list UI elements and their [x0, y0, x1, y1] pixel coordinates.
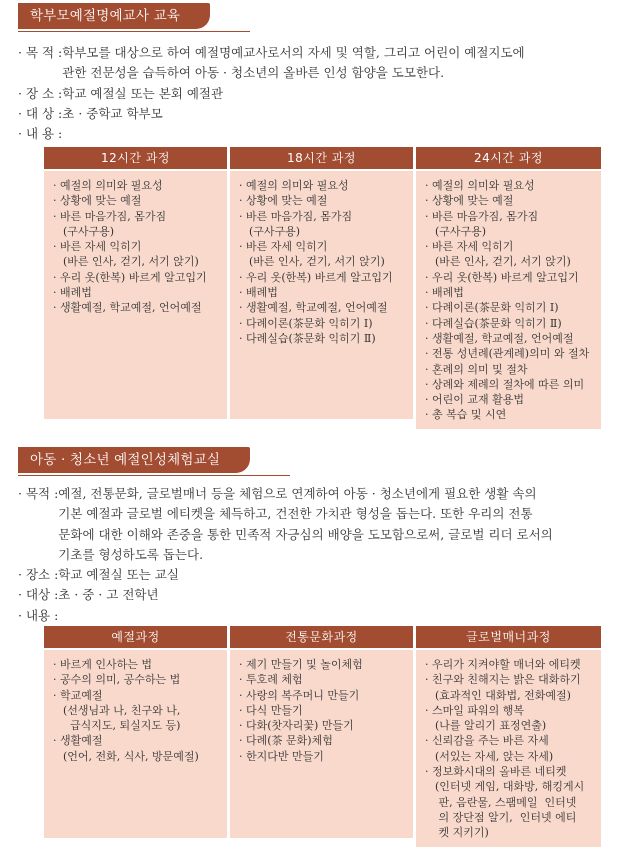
- course-column: [44, 147, 227, 419]
- list-item: [239, 316, 407, 331]
- info-value-line: [62, 124, 614, 144]
- course-column: [230, 147, 413, 419]
- info-value: [62, 124, 614, 144]
- course-column-body: [416, 650, 601, 847]
- list-item: [239, 749, 407, 764]
- info-label: · 대 상 :: [18, 105, 63, 121]
- list-item: [425, 193, 595, 208]
- list-item: [425, 285, 595, 300]
- list-item-text: · 배례법: [239, 286, 278, 300]
- info-value: [58, 565, 614, 585]
- list-item-text: · 배례법: [425, 286, 464, 300]
- list-item-subtext: 켓 지키기): [435, 826, 489, 840]
- list-item: [53, 239, 221, 270]
- list-item: [53, 178, 221, 193]
- list-item-subtext: (효과적인 대화법, 전화예절): [435, 688, 571, 702]
- info-value-line: [58, 606, 614, 626]
- info-row: [18, 585, 614, 605]
- list-item: [425, 733, 595, 764]
- list-item-text: · 투호례 체험: [239, 673, 303, 687]
- list-item: [425, 764, 595, 840]
- info-value: [58, 484, 614, 565]
- list-item-text: · 상황에 맞는 예절: [425, 194, 514, 208]
- course-column-body: [230, 171, 413, 419]
- list-item-text: · 다식 만들기: [239, 703, 303, 717]
- list-item: [239, 178, 407, 193]
- course-column-header: 글로벌매너과정: [416, 626, 601, 648]
- info-value-line: 학부모를 대상으로 하여 예절명예교사로서의 자세 및 역할, 그리고 어린이 예절지도에: [62, 45, 525, 60]
- list-item: [239, 331, 407, 346]
- list-item: [53, 300, 221, 315]
- info-value-line: 학교 예절실 또는 본회 예절관: [62, 85, 224, 101]
- list-item: [425, 392, 595, 407]
- section-title-banner: 학부모예절명예교사 교육: [18, 3, 210, 29]
- list-item-text: · 배례법: [53, 286, 92, 300]
- list-item: [425, 407, 595, 422]
- list-item-text: · 공수의 의미, 공수하는 법: [53, 673, 181, 687]
- course-column-body: [416, 171, 601, 429]
- list-item-text: · 상황에 맞는 예절: [239, 194, 328, 208]
- info-value-line: 초 · 중학교 학부모: [62, 105, 163, 121]
- course-column-header: 12시간 과정: [44, 147, 227, 169]
- list-item: [425, 270, 595, 285]
- list-item: [239, 209, 407, 240]
- list-item-text: · 바른 마음가짐, 몸가짐: [425, 209, 539, 223]
- course-column-body: [44, 171, 227, 419]
- info-row: [18, 565, 614, 585]
- list-item-text: · 총 복습 및 시연: [425, 408, 507, 422]
- info-value: [62, 84, 614, 104]
- list-item: [239, 718, 407, 733]
- info-row: [18, 104, 614, 124]
- list-item: [425, 316, 595, 331]
- list-item-text: · 바른 자세 익히기: [425, 240, 514, 254]
- list-item-text: · 신뢰감을 주는 바른 자세: [425, 734, 549, 748]
- list-item-text: · 스마일 파워의 행복: [425, 703, 524, 717]
- list-item-text: · 어린이 교재 활용법: [425, 393, 524, 407]
- list-item: [53, 209, 221, 240]
- list-item-subtext: 급식지도, 퇴실지도 등): [63, 719, 181, 733]
- list-item-subtext: (구사구용): [249, 224, 301, 238]
- info-value-line: 문화에 대한 이해와 존중을 통한 민족적 자긍심의 배양을 도모함으로써, 글로벌 리더 로서의: [58, 526, 553, 542]
- course-column-header: 24시간 과정: [416, 147, 601, 169]
- list-item-subtext: (언어, 전화, 식사, 방문예절): [63, 749, 199, 763]
- info-row: [18, 484, 614, 565]
- list-item-text: · 다례이론(茶문화 익히기 Ⅰ): [239, 316, 373, 330]
- list-item-text: · 친구와 친해지는 밝은 대화하기: [425, 673, 581, 687]
- list-item: [425, 672, 595, 703]
- list-item-text: · 예절의 의미와 필요성: [53, 179, 163, 192]
- course-column-header: 전통문화과정: [230, 626, 413, 648]
- list-item-subtext: (인터넷 게임, 대화방, 해킹게시: [435, 780, 585, 794]
- list-item-text: · 다례이론(茶문화 익히기 Ⅰ): [425, 301, 559, 315]
- list-item: [425, 331, 595, 346]
- list-item: [425, 178, 595, 193]
- list-item: [239, 285, 407, 300]
- info-row: [18, 124, 614, 144]
- list-item-text: · 생활예절: [53, 734, 103, 748]
- list-item-text: · 다례실습(茶문화 익히기 Ⅱ): [425, 316, 562, 330]
- info-value-line: 학교 예절실 또는 교실: [58, 567, 179, 583]
- list-item-text: · 다례(茶 문화)체험: [239, 734, 333, 748]
- list-item-text: · 정보화시대의 올바른 네티켓: [425, 765, 567, 779]
- list-item: [239, 300, 407, 315]
- list-item: [425, 377, 595, 392]
- list-item-text: · 바른 자세 익히기: [239, 240, 328, 254]
- course-column-body: [44, 650, 227, 838]
- list-item-text: · 우리가 지켜야할 매너와 에티켓: [425, 658, 581, 671]
- info-row: [18, 606, 614, 626]
- info-value: [58, 606, 614, 626]
- list-item-text: · 바른 자세 익히기: [53, 240, 142, 254]
- list-item-text: · 상황에 맞는 예절: [53, 194, 142, 208]
- list-item: [239, 193, 407, 208]
- list-item-subtext: (구사구용): [435, 224, 487, 238]
- list-item-text: · 바르게 인사하는 법: [53, 658, 152, 671]
- list-item: [239, 688, 407, 703]
- info-value-line: 초 · 중 · 고 전학년: [58, 587, 159, 603]
- info-value-line: 예절, 전통문화, 글로벌매너 등을 체험으로 연계하여 아동 · 청소년에게 필요한 생활 속의: [58, 486, 537, 501]
- section-info: [18, 484, 614, 626]
- list-item-subtext: (서있는 자세, 앉는 자세): [435, 749, 554, 763]
- course-column: [230, 626, 413, 838]
- list-item-text: · 다례실습(茶문화 익히기 Ⅱ): [239, 331, 376, 345]
- list-item-text: · 우리 옷(한복) 바르게 알고입기: [425, 270, 579, 284]
- info-value-line: 관한 전문성을 습득하여 아동 · 청소년의 올바른 인성 함양을 도모한다.: [62, 65, 445, 81]
- list-item: [239, 657, 407, 672]
- list-item: [239, 703, 407, 718]
- course-column: [44, 626, 227, 838]
- list-item: [239, 672, 407, 687]
- list-item-subtext: (선생님과 나, 친구와 나,: [63, 703, 181, 717]
- list-item-subtext: (구사구용): [63, 224, 115, 238]
- info-row: [18, 43, 614, 84]
- list-item-text: · 우리 옷(한복) 바르게 알고입기: [239, 270, 393, 284]
- list-item: [425, 239, 595, 270]
- list-item-text: · 생활예절, 학교예절, 언어예절: [239, 301, 388, 315]
- info-label: · 장소 :: [18, 567, 59, 583]
- list-item-text: · 전통 성년례(관계례)의미 와 절차: [425, 347, 590, 361]
- list-item: [53, 733, 221, 764]
- list-item: [425, 209, 595, 240]
- list-item-text: · 사랑의 복주머니 만들기: [239, 688, 360, 702]
- list-item-text: · 예절의 의미와 필요성: [239, 179, 349, 192]
- list-item-text: · 예절의 의미와 필요성: [425, 179, 535, 192]
- course-column-body: [230, 650, 413, 838]
- list-item-text: · 학교예절: [53, 688, 103, 702]
- list-item: [239, 270, 407, 285]
- list-item: [53, 688, 221, 734]
- info-label: · 내용 :: [18, 607, 59, 623]
- list-item-text: · 제기 만들기 및 놀이체험: [239, 658, 363, 671]
- list-item-subtext: (나를 알리기 표정연출): [435, 719, 547, 733]
- info-row: [18, 84, 614, 104]
- list-item: [239, 239, 407, 270]
- info-label: · 장 소 :: [18, 85, 63, 101]
- list-item-text: · 우리 옷(한복) 바르게 알고입기: [53, 270, 207, 284]
- section-title-banner: 아동 · 청소년 예절인성체험교실: [18, 447, 250, 473]
- course-column: [416, 147, 601, 422]
- list-item: [425, 703, 595, 734]
- list-item: [425, 657, 595, 672]
- list-item-text: · 다화(찻자리꽃) 만들기: [239, 719, 354, 733]
- course-column-header: 예절과정: [44, 626, 227, 648]
- list-item: [425, 362, 595, 377]
- list-item-subtext: (바른 인사, 걷기, 서기 앉기): [249, 255, 385, 269]
- list-item-text: · 바른 마음가짐, 몸가짐: [53, 209, 167, 223]
- course-column: [416, 626, 601, 838]
- info-value: [62, 104, 614, 124]
- section-info: [18, 43, 614, 144]
- list-item: [239, 733, 407, 748]
- info-value-line: 기본 예절과 글로벌 에티켓을 체득하고, 건전한 가치관 형성을 돕는다. 또한 우리의 전통: [58, 506, 533, 522]
- info-label: · 목적 :: [18, 486, 59, 501]
- list-item: [425, 346, 595, 361]
- info-label: · 대상 :: [18, 587, 59, 603]
- course-column-header: 18시간 과정: [230, 147, 413, 169]
- list-item-text: · 생활예절, 학교예절, 언어예절: [425, 331, 574, 345]
- info-value: [62, 43, 614, 84]
- course-table: [44, 626, 601, 838]
- list-item: [53, 657, 221, 672]
- list-item: [53, 193, 221, 208]
- list-item: [425, 300, 595, 315]
- list-item-subtext: (바른 인사, 걷기, 서기 앉기): [63, 255, 199, 269]
- list-item: [53, 270, 221, 285]
- list-item: [53, 285, 221, 300]
- list-item-text: · 혼례의 의미 및 절차: [425, 362, 528, 376]
- list-item-text: · 생활예절, 학교예절, 언어예절: [53, 301, 202, 315]
- list-item-text: · 상례와 제례의 절차에 따른 의미: [425, 377, 585, 391]
- info-value: [58, 585, 614, 605]
- list-item-text: · 바른 마음가짐, 몸가짐: [239, 209, 353, 223]
- list-item-subtext: (바른 인사, 걷기, 서기 앉기): [435, 255, 571, 269]
- list-item-subtext: 의 장단점 알기, 인터넷 에티: [435, 810, 577, 824]
- info-value-line: 기초를 형성하도록 돕는다.: [58, 546, 204, 562]
- course-table: [44, 147, 601, 422]
- info-label: · 내 용 :: [18, 126, 63, 142]
- list-item: [53, 672, 221, 687]
- list-item-text: · 한지다반 만들기: [239, 749, 324, 763]
- list-item-subtext: 판, 음란물, 스팸메일 인터넷: [435, 795, 577, 809]
- info-label: · 목 적 :: [18, 45, 63, 60]
